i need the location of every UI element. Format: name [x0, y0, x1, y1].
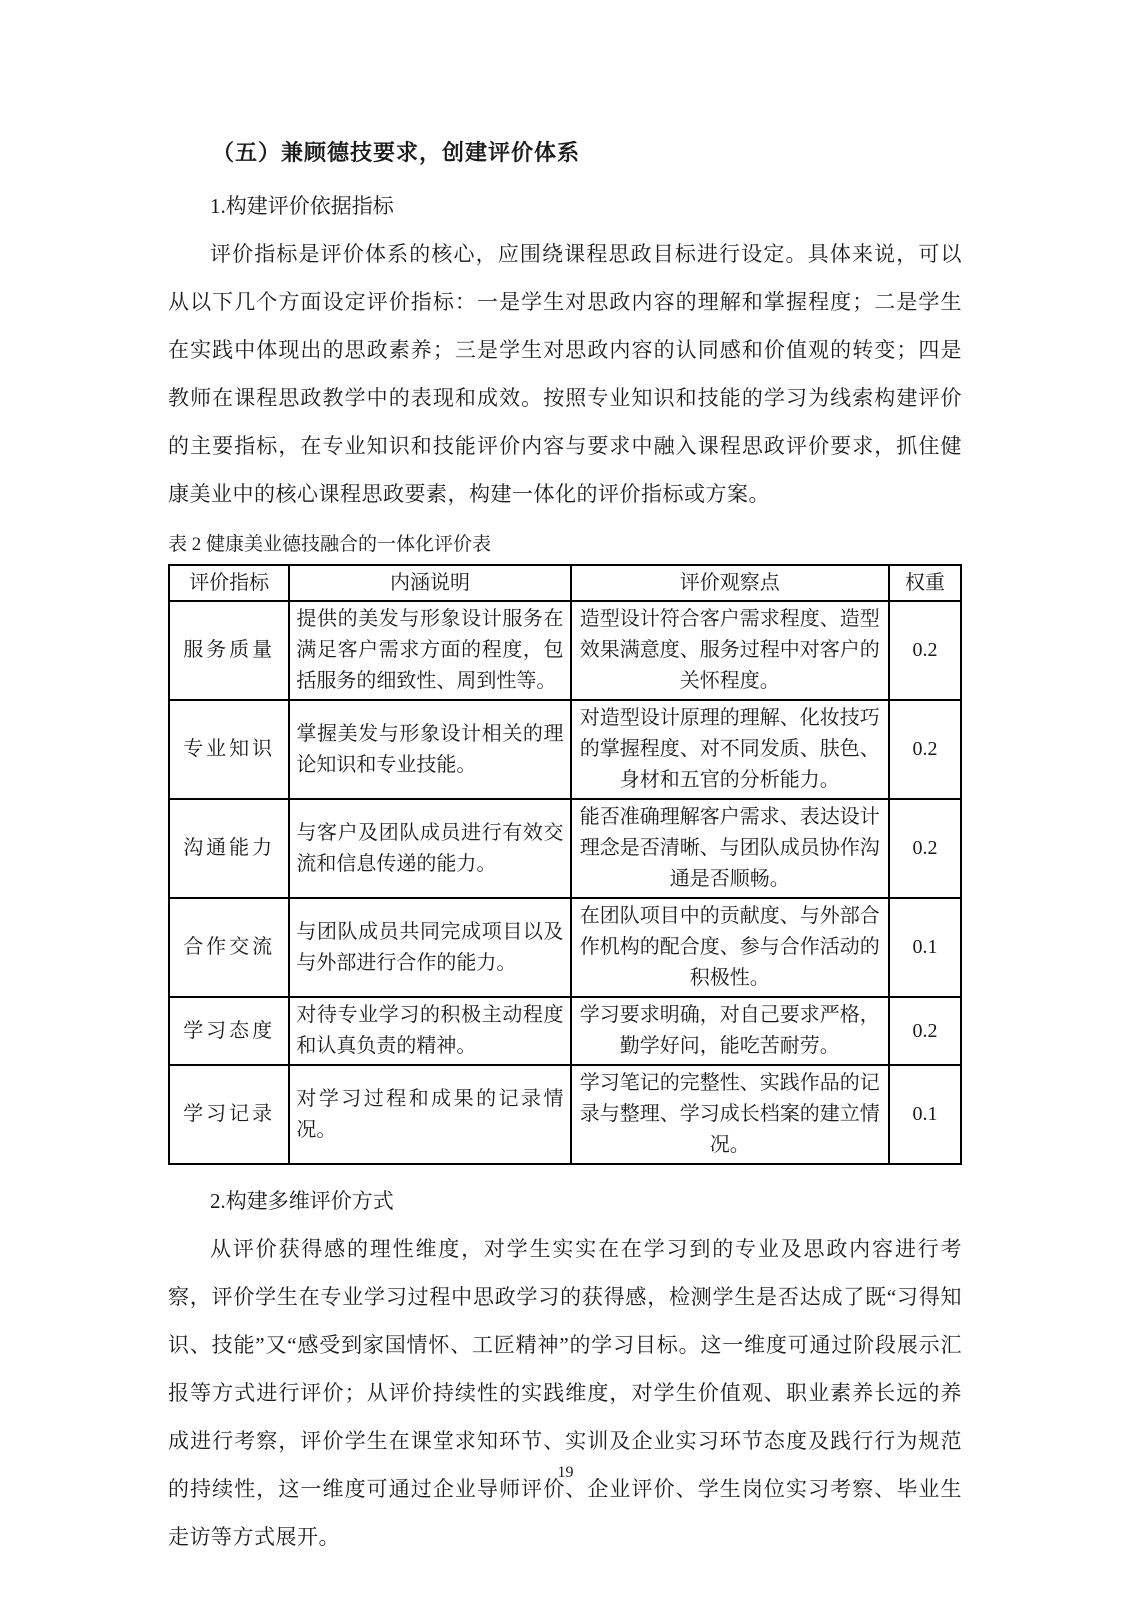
cell-indicator: 服务质量 [169, 601, 289, 700]
table-row [169, 799, 961, 898]
cell-observation: 能否准确理解客户需求、表达设计理念是否清晰、与团队成员协作沟通是否顺畅。 [571, 799, 889, 898]
cell-indicator: 沟通能力 [169, 799, 289, 898]
header-observation: 评价观察点 [571, 565, 889, 601]
table-header-row [169, 565, 961, 601]
cell-weight: 0.2 [889, 700, 961, 799]
header-weight: 权重 [889, 565, 961, 601]
cell-description: 提供的美发与形象设计服务在满足客户需求方面的程度，包括服务的细致性、周到性等。 [289, 601, 570, 700]
cell-description: 对学习过程和成果的记录情况。 [289, 1065, 570, 1164]
subsection-2-heading: 2.构建多维评价方式 [210, 1189, 394, 1213]
cell-weight: 0.1 [889, 1065, 961, 1164]
cell-observation: 造型设计符合客户需求程度、造型效果满意度、服务过程中对客户的关怀程度。 [571, 601, 889, 700]
cell-description: 对待专业学习的积极主动程度和认真负责的精神。 [289, 997, 570, 1065]
cell-indicator: 专业知识 [169, 700, 289, 799]
evaluation-table [168, 564, 962, 1165]
cell-weight: 0.2 [889, 997, 961, 1065]
table-row [169, 601, 961, 700]
cell-indicator: 合作交流 [169, 898, 289, 997]
page-number: 19 [557, 1464, 574, 1481]
cell-weight: 0.2 [889, 601, 961, 700]
cell-observation: 学习要求明确，对自己要求严格，勤学好问，能吃苦耐劳。 [571, 997, 889, 1065]
cell-observation: 在团队项目中的贡献度、与外部合作机构的配合度、参与合作活动的积极性。 [571, 898, 889, 997]
cell-description: 与团队成员共同完成项目以及与外部进行合作的能力。 [289, 898, 570, 997]
section-heading: （五）兼顾德技要求，创建评价体系 [212, 140, 581, 165]
table-row [169, 1065, 961, 1164]
cell-observation: 学习笔记的完整性、实践作品的记录与整理、学习成长档案的建立情况。 [571, 1065, 889, 1164]
table-caption: 表 2 健康美业德技融合的一体化评价表 [168, 534, 492, 555]
cell-description: 与客户及团队成员进行有效交流和信息传递的能力。 [289, 799, 570, 898]
subsection-1-heading: 1.构建评价依据指标 [210, 194, 394, 218]
header-description: 内涵说明 [289, 565, 570, 601]
cell-weight: 0.2 [889, 799, 961, 898]
cell-observation: 对造型设计原理的理解、化妆技巧的掌握程度、对不同发质、肤色、身材和五官的分析能力。 [571, 700, 889, 799]
table-row [169, 898, 961, 997]
table-row [169, 997, 961, 1065]
cell-weight: 0.1 [889, 898, 961, 997]
cell-indicator: 学习态度 [169, 997, 289, 1065]
cell-description: 掌握美发与形象设计相关的理论知识和专业技能。 [289, 700, 570, 799]
subsection-2-paragraph: 从评价获得感的理性维度，对学生实实在在学习到的专业及思政内容进行考察，评价学生在专业学习过程中思政学习的获得感，检测学生是否达成了既“习得知识、技能”又“感受到家国情怀、工匠精神”的学习目标。这一维度可通过阶段展示汇报等方式进行评价；从评价持续性的实践维度，对学生价值观、职业素养长远的养成进行考察，评价学生在课堂求知环节、实训及企业实习环节态度及践行行为规范的持续性，这一维度可通过企业导师评价、企业评价、学生岗位实习考察、毕业生走访等方式展开。 [168, 1237, 962, 1549]
header-indicator: 评价指标 [169, 565, 289, 601]
table-row [169, 700, 961, 799]
cell-indicator: 学习记录 [169, 1065, 289, 1164]
subsection-1-paragraph: 评价指标是评价体系的核心，应围绕课程思政目标进行设定。具体来说，可以从以下几个方面设定评价指标：一是学生对思政内容的理解和掌握程度；二是学生在实践中体现出的思政素养；三是学生对思政内容的认同感和价值观的转变；四是教师在课程思政教学中的表现和成效。按照专业知识和技能的学习为线索构建评价的主要指标，在专业知识和技能评价内容与要求中融入课程思政评价要求，抓住健康美业中的核心课程思政要素，构建一体化的评价指标或方案。 [168, 242, 962, 506]
